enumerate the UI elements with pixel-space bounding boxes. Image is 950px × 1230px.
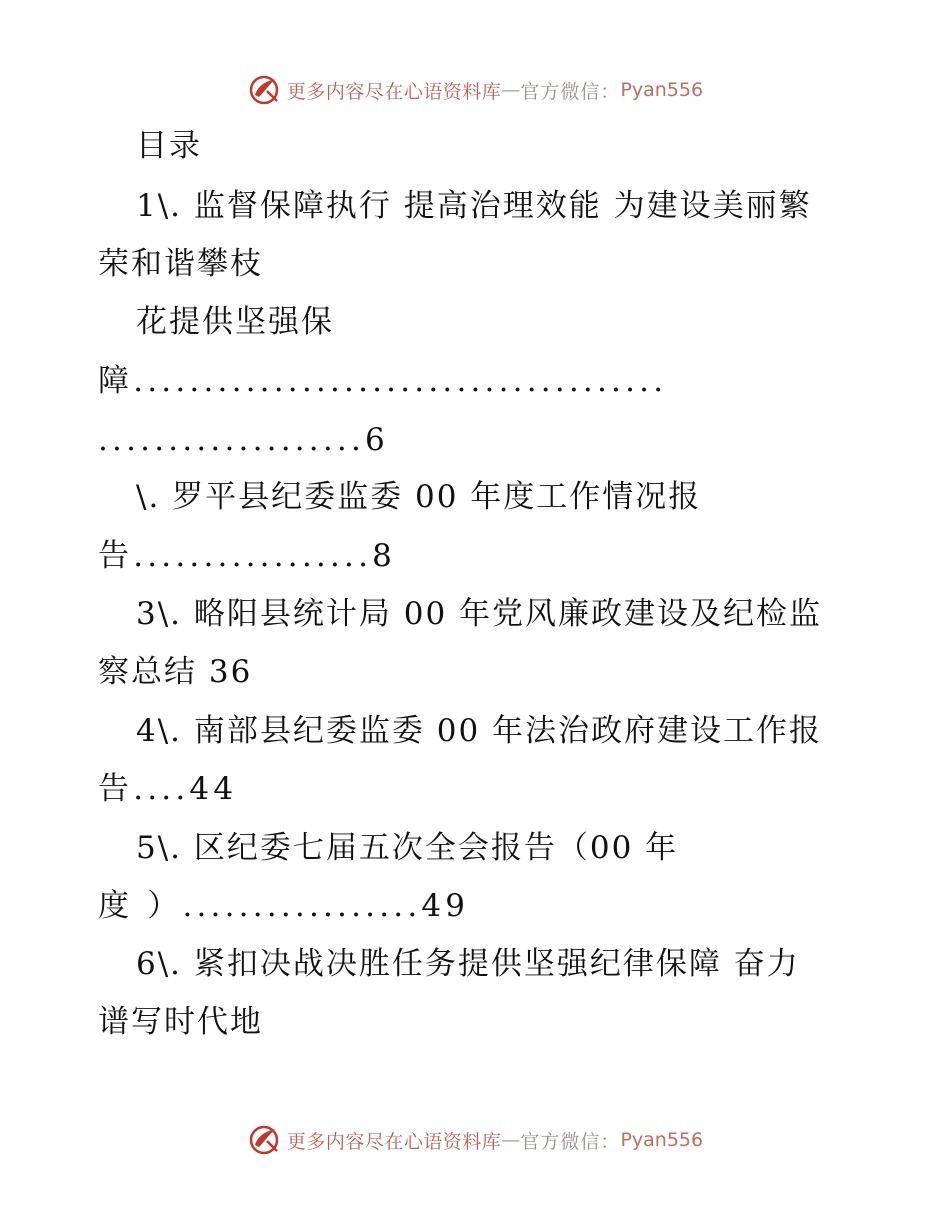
- toc-line: 告....44: [98, 771, 238, 807]
- watermark-wechat-label: 官方微信：: [520, 1130, 621, 1153]
- brand-logo-icon: [247, 73, 281, 107]
- toc-line: 5\. 区纪委七届五次全会报告（00 年: [136, 830, 679, 866]
- watermark-separator: —: [501, 1129, 521, 1151]
- footer-watermark: [0, 1120, 950, 1160]
- brand-logo-icon: [247, 1123, 281, 1157]
- watermark-wechat-id: Pyan556: [620, 79, 704, 101]
- toc-line: 谱写时代地: [98, 1004, 263, 1040]
- toc-title: 目录: [136, 128, 202, 164]
- watermark-separator: —: [501, 79, 521, 101]
- toc-line: 4\. 南部县纪委监委 00 年法治政府建设工作报: [136, 713, 823, 749]
- watermark-wechat-id: Pyan556: [620, 1129, 704, 1151]
- watermark-site-text: 更多内容尽在心语资料库: [286, 1130, 502, 1153]
- toc-line: 1\. 监督保障执行 提高治理效能 为建设美丽繁: [136, 188, 812, 224]
- toc-line: 花提供坚强保: [136, 304, 334, 340]
- header-watermark: [0, 70, 950, 110]
- toc-line: ...................6: [98, 422, 389, 458]
- toc-line: 障......................................: [98, 363, 668, 399]
- toc-line: \. 罗平县纪委监委 00 年度工作情况报: [136, 479, 702, 515]
- toc-line: 告.................8: [98, 538, 397, 574]
- watermark-wechat-label: 官方微信：: [520, 80, 621, 103]
- toc-line: 3\. 略阳县统计局 00 年党风廉政建设及纪检监: [136, 596, 823, 632]
- toc-line: 6\. 紧扣决战决胜任务提供坚强纪律保障 奋力: [136, 946, 800, 982]
- toc-line: 荣和谐攀枝: [98, 246, 263, 282]
- toc-line: 度 ）.................49: [98, 888, 470, 924]
- watermark-site-text: 更多内容尽在心语资料库: [286, 80, 502, 103]
- toc-line: 察总结 36: [98, 654, 253, 690]
